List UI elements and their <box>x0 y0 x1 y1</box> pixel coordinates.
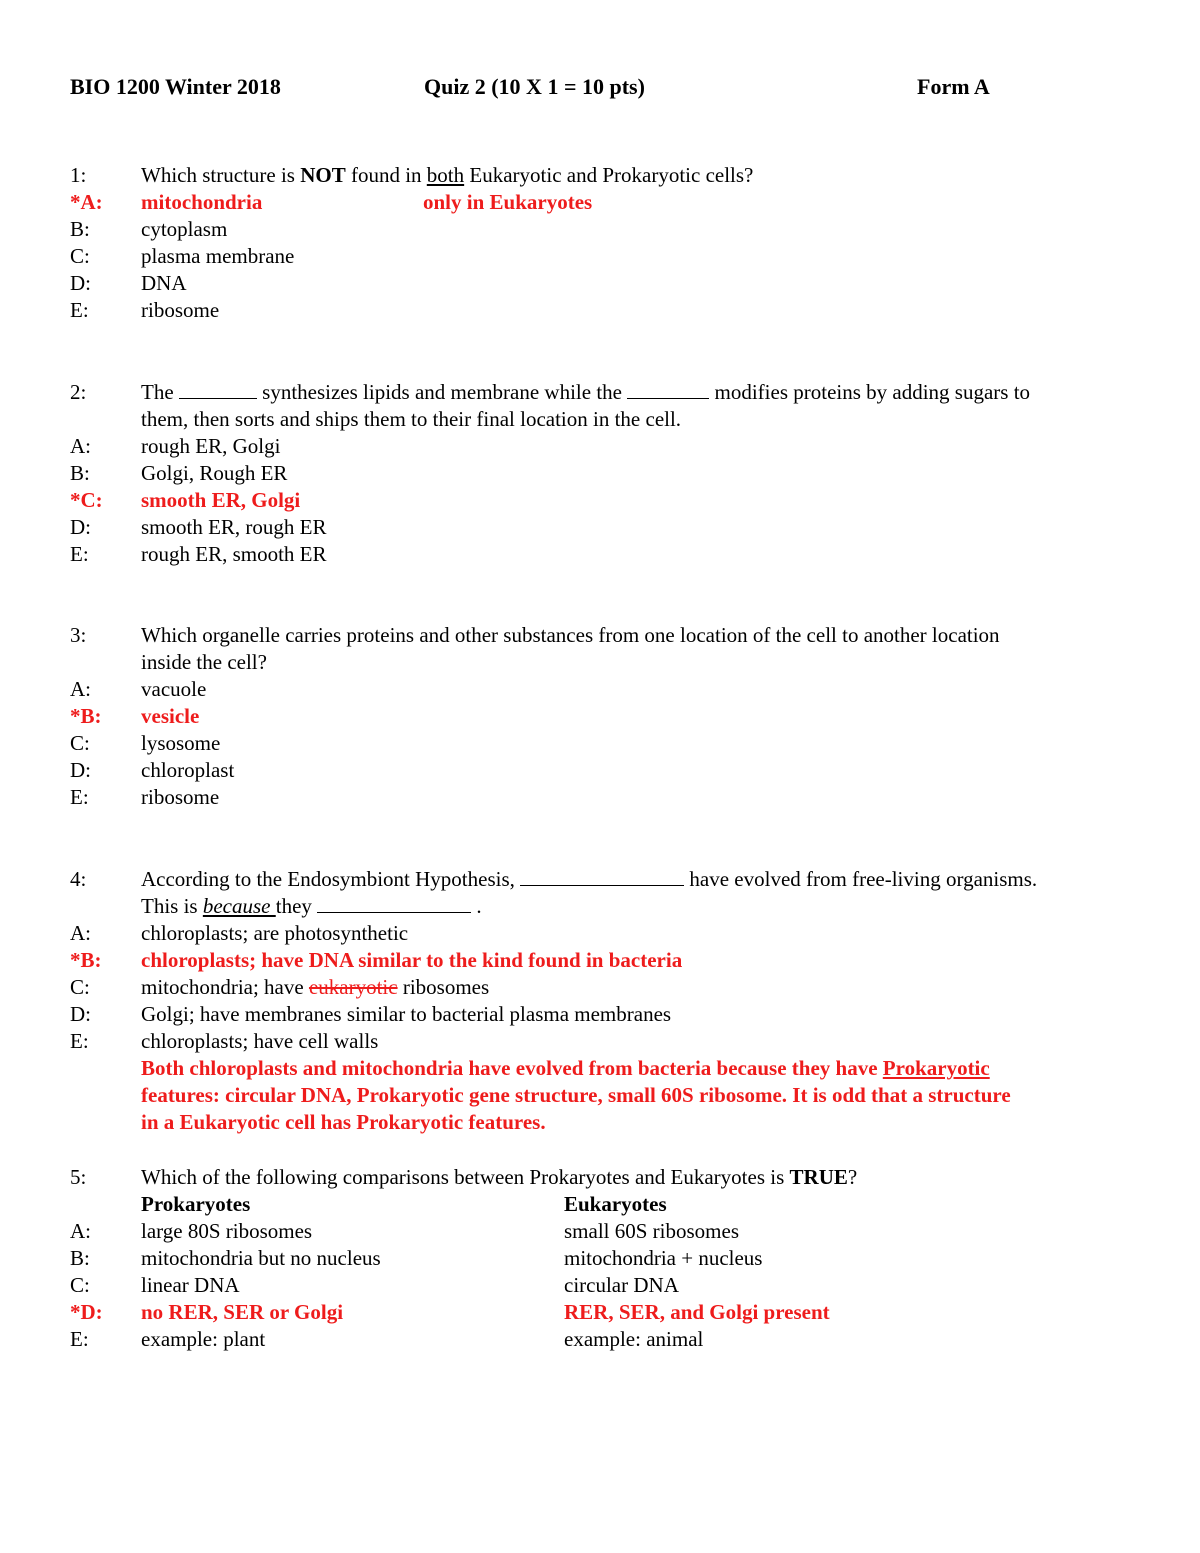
question-number: 4: <box>70 867 87 891</box>
option-row <box>70 1001 1150 1028</box>
option-text: chloroplast <box>141 758 235 782</box>
answer-blank <box>627 379 709 399</box>
explanation-line <box>70 1055 1150 1082</box>
question-number: 3: <box>70 623 87 647</box>
option-prokaryote-text: example: plant <box>141 1327 266 1351</box>
question-number: 5: <box>70 1165 87 1189</box>
option-row <box>70 216 1150 243</box>
option-label: *C: <box>70 488 103 512</box>
option-prokaryote-text: mitochondria but no nucleus <box>141 1246 381 1270</box>
stem-text: . <box>476 894 482 918</box>
comparison-header <box>70 1191 1150 1218</box>
explanation-text: features: circular DNA, Prokaryotic gene structure, small 60S ribosome. It is odd that a structure <box>141 1083 1011 1107</box>
option-label: *B: <box>70 704 102 728</box>
option-label: A: <box>70 434 91 458</box>
answer-blank <box>179 379 257 399</box>
option-row-correct <box>70 487 1150 514</box>
stem-text: them, then sorts and ships them to their final location in the cell. <box>141 407 682 431</box>
stem-text: have evolved from free-living organisms. <box>689 867 1038 891</box>
option-row <box>70 1326 1150 1353</box>
option-label: B: <box>70 217 90 241</box>
stem-text: found in <box>345 163 427 187</box>
question-2-stem <box>70 379 1150 406</box>
stem-text: Eukaryotic and Prokaryotic cells? <box>464 163 754 187</box>
option-text: smooth ER, rough ER <box>141 515 327 539</box>
option-row <box>70 974 1150 1001</box>
answer-blank <box>520 866 684 886</box>
stem-text: they <box>275 894 312 918</box>
option-eukaryote-text: mitochondria + nucleus <box>564 1246 763 1270</box>
option-label: D: <box>70 1002 91 1026</box>
quiz-title: Quiz 2 (10 X 1 = 10 pts) <box>424 74 645 99</box>
option-row-correct <box>70 703 1150 730</box>
option-row <box>70 514 1150 541</box>
question-2-stem-cont <box>70 406 1150 433</box>
option-row <box>70 1272 1150 1299</box>
option-row <box>70 1028 1150 1055</box>
option-row-correct <box>70 947 1150 974</box>
option-label: E: <box>70 1029 89 1053</box>
stem-text: synthesizes lipids and membrane while the <box>262 380 622 404</box>
option-eukaryote-text: circular DNA <box>564 1273 679 1297</box>
answer-note: only in Eukaryotes <box>423 190 593 214</box>
option-text: chloroplasts; have DNA similar to the kind found in bacteria <box>141 948 683 972</box>
option-row <box>70 297 1150 324</box>
option-eukaryote-text: small 60S ribosomes <box>564 1219 740 1243</box>
option-label: *D: <box>70 1300 103 1324</box>
option-label: D: <box>70 515 91 539</box>
option-label: *B: <box>70 948 102 972</box>
stem-text: According to the Endosymbiont Hypothesis, <box>141 867 515 891</box>
option-text: ribosome <box>141 785 220 809</box>
question-5-stem <box>70 1164 1150 1191</box>
question-3-stem <box>70 622 1150 649</box>
option-label: *A: <box>70 190 103 214</box>
option-row <box>70 460 1150 487</box>
option-text: DNA <box>141 271 187 295</box>
option-text: lysosome <box>141 731 221 755</box>
stem-text: Which organelle carries proteins and other substances from one location of the cell to another location <box>141 623 1000 647</box>
question-number: 2: <box>70 380 87 404</box>
stem-text: The <box>141 380 174 404</box>
question-number: 1: <box>70 163 87 187</box>
option-text: rough ER, smooth ER <box>141 542 327 566</box>
option-row <box>70 541 1150 568</box>
option-text: vacuole <box>141 677 207 701</box>
option-row <box>70 433 1150 460</box>
option-label: D: <box>70 271 91 295</box>
stem-text: ? <box>847 1165 858 1189</box>
question-3-stem-cont <box>70 649 1150 676</box>
option-label: D: <box>70 758 91 782</box>
option-label: E: <box>70 1327 89 1351</box>
option-label: E: <box>70 298 89 322</box>
option-row <box>70 757 1150 784</box>
option-label: C: <box>70 975 90 999</box>
stem-text: Which of the following comparisons between Prokaryotes and Eukaryotes is <box>141 1165 790 1189</box>
option-text: plasma membrane <box>141 244 295 268</box>
question-4-stem-cont <box>70 893 1150 920</box>
option-text: Golgi; have membranes similar to bacterial plasma membranes <box>141 1002 672 1026</box>
option-text: Golgi, Rough ER <box>141 461 288 485</box>
stem-text: Which structure is <box>141 163 301 187</box>
option-row <box>70 243 1150 270</box>
column-header-prokaryotes: Prokaryotes <box>141 1192 251 1216</box>
struck-word: eukaryotic <box>308 975 398 999</box>
stem-emphasis: TRUE <box>789 1165 848 1189</box>
option-text: rough ER, Golgi <box>141 434 281 458</box>
option-label: A: <box>70 921 91 945</box>
stem-text: This is <box>141 894 203 918</box>
option-row-correct <box>70 189 1150 216</box>
column-header-eukaryotes: Eukaryotes <box>564 1192 667 1216</box>
explanation-text: Both chloroplasts and mitochondria have evolved from bacteria because they have <box>141 1056 883 1080</box>
option-row <box>70 730 1150 757</box>
option-label: C: <box>70 244 90 268</box>
stem-text: modifies proteins by adding sugars to <box>714 380 1031 404</box>
explanation-line <box>70 1109 1150 1136</box>
option-label: E: <box>70 542 89 566</box>
stem-emphasis: because <box>202 894 276 918</box>
option-row <box>70 784 1150 811</box>
question-4-stem <box>70 866 1150 893</box>
option-text: vesicle <box>141 704 200 728</box>
option-row-correct <box>70 1299 1150 1326</box>
course-title: BIO 1200 Winter 2018 <box>70 74 281 99</box>
option-prokaryote-text: linear DNA <box>141 1273 240 1297</box>
option-text: ribosomes <box>397 975 490 999</box>
option-text: cytoplasm <box>141 217 228 241</box>
explanation-underline: Prokaryotic <box>882 1056 990 1080</box>
option-label: B: <box>70 1246 90 1270</box>
explanation-text: in a Eukaryotic cell has Prokaryotic features. <box>141 1110 546 1134</box>
option-row <box>70 1218 1150 1245</box>
option-text: smooth ER, Golgi <box>141 488 301 512</box>
option-row <box>70 270 1150 297</box>
option-label: C: <box>70 731 90 755</box>
option-text: chloroplasts; have cell walls <box>141 1029 379 1053</box>
explanation-line <box>70 1082 1150 1109</box>
question-1-stem <box>70 162 1150 189</box>
option-label: A: <box>70 677 91 701</box>
quiz-header <box>70 74 1130 104</box>
option-row <box>70 1245 1150 1272</box>
stem-emphasis: NOT <box>300 163 346 187</box>
form-label: Form A <box>917 74 990 99</box>
option-eukaryote-text: RER, SER, and Golgi present <box>564 1300 830 1324</box>
option-label: B: <box>70 461 90 485</box>
stem-underline: both <box>426 163 465 187</box>
option-prokaryote-text: no RER, SER or Golgi <box>141 1300 344 1324</box>
option-text: chloroplasts; are photosynthetic <box>141 921 409 945</box>
option-label: C: <box>70 1273 90 1297</box>
option-label: A: <box>70 1219 91 1243</box>
option-row <box>70 920 1150 947</box>
option-row <box>70 676 1150 703</box>
option-text: ribosome <box>141 298 220 322</box>
answer-blank <box>317 893 471 913</box>
option-eukaryote-text: example: animal <box>564 1327 704 1351</box>
option-text: mitochondria; have <box>141 975 309 999</box>
stem-text: inside the cell? <box>141 650 267 674</box>
option-text: mitochondria <box>141 190 263 214</box>
option-label: E: <box>70 785 89 809</box>
option-prokaryote-text: large 80S ribosomes <box>141 1219 313 1243</box>
